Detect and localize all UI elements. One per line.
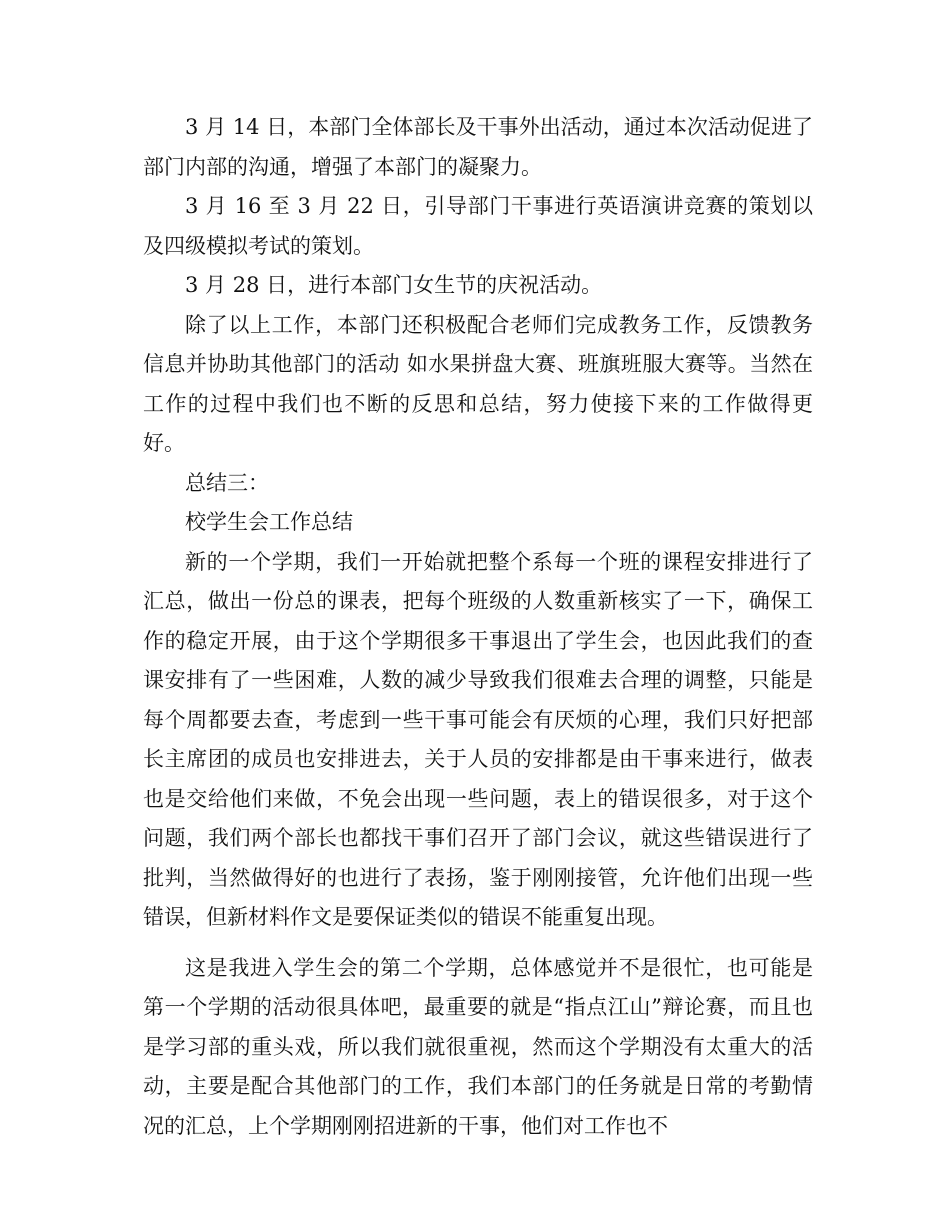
- paragraph-march-14-outing: 3 月 14 日，本部门全体部长及干事外出活动，通过本次活动促进了部门内部的沟通，增强了本部门的凝聚力。: [143, 115, 813, 179]
- document-page: [143, 108, 813, 1146]
- paragraph-march-16-22-planning: 3 月 16 至 3 月 22 日，引导部门干事进行英语演讲竞赛的策划以及四级模拟考试的策划。: [143, 194, 813, 258]
- paragraph-second-semester: 这是我进入学生会的第二个学期，总体感觉并不是很忙，也可能是第一个学期的活动很具体吧，最重要的就是“指点江山”辩论赛，而且也是学习部的重头戏，所以我们就很重视，然而这个学期没有太重大的活动，主要是配合其他部门的工作，我们本部门的任务就是日常的考勤情况的汇总，上个学期刚刚招进新的干事，他们对工作也不: [143, 955, 813, 1138]
- paragraph-new-semester: 新的一个学期，我们一开始就把整个系每一个班的课程安排进行了汇总，做出一份总的课表，把每个班级的人数重新核实了一下，确保工作的稳定开展，由于这个学期很多干事退出了学生会，也因此我们的查课安排有了一些困难，人数的减少导致我们很难去合理的调整，只能是每个周都要去查，考虑到一些干事可能会有厌烦的心理，我们只好把部长主席团的成员也安排进去，关于人员的安排都是由干事来进行，做表也是交给他们来做，不免会出现一些问题，表上的错误很多，对于这个问题，我们两个部长也都找干事们召开了部门会议，就这些错误进行了批判，当然做得好的也进行了表扬，鉴于刚刚接管，允许他们出现一些错误，但新材料作文是要保证类似的错误不能重复出现。: [143, 549, 813, 929]
- paragraph-other-work: 除了以上工作，本部门还积极配合老师们完成教务工作，反馈教务信息并协助其他部门的活动 如水果拼盘大赛、班旗班服大赛等。当然在工作的过程中我们也不断的反思和总结，努力使接下来的工作做得更好。: [143, 312, 813, 455]
- paragraph-march-28-celebration: 3 月 28 日，进行本部门女生节的庆祝活动。: [185, 273, 603, 297]
- section-title: 校学生会工作总结: [185, 510, 353, 534]
- section-heading-summary-three: 总结三：: [185, 470, 269, 495]
